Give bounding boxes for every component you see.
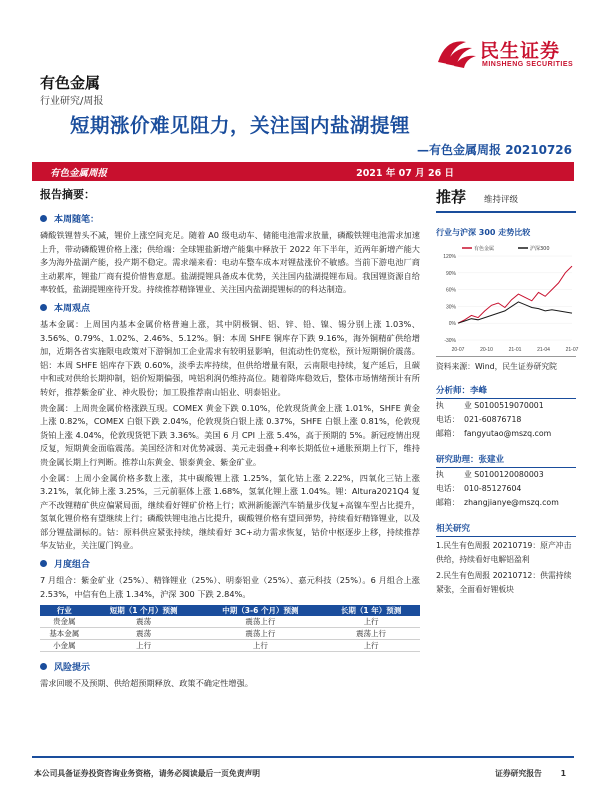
footer-report-label: 证券研究报告 [495, 769, 542, 778]
brand-name-cn: 民生证券 [480, 40, 561, 62]
table-row [40, 640, 420, 652]
brand-logo [436, 34, 584, 78]
series-line [458, 266, 572, 323]
paragraph: 小金属：上周小金属价格多数上涨，其中碳酸锂上涨 1.25%，氯化钴上涨 2.22%，四氧化三钴上涨 3.21%，氧化铈上涨 3.25%，三元前驱体上涨 1.68%，氢氧化锂上涨 1.04%。锂：Altura2021Q4 复产不改锂精矿供应偏紧局面，继续看好锂矿价格上行；欧洲新能源汽车销量步伐复+高镍车型占比提升，氢氧化锂价格有望继续上行；磷酸铁锂电池占比提升，碳酸锂价格有望回弹势，持续看好精锋锂业，以及部分锂盐湖标的。钴：原料供应紧张持续，继续看好 3C+动力需求恢复，钴价中枢逐步上移，持续推荐华友钴业，关注厦门钨业。 [40, 472, 420, 551]
paragraph: 磷酸铁锂替头不减，锂价上涨空间充足。随着 A0 级电动车、储能电池需求放量，磷酸铁锂电池需求加速上升，带动磷酸锂价格上涨；供给端：全球锂盐新增产能集中释放于 2022 年下半年，近两年新增产能大多为海外盐湖产能，投产期不稳定。需求端来看：电动车整车成本对锂盐涨价不敏感。当前下游电池厂商主动累库，锂盐厂商有提价惜售意愿。盐湖提锂具备成本优势，关注国内盐湖提锂布局。我国锂资源自给率较低，盐湖提锂座待开发。持续推荐精锋锂业、关注国内盐湖提锂标的的科达制造。 [40, 230, 420, 295]
table-cell: 上行 [89, 640, 199, 652]
bullet-icon [40, 663, 47, 670]
legend-label: 沪深300 [530, 246, 550, 252]
table-header: 长期（1 年）预测 [322, 605, 420, 616]
paragraph: 基本金属：上周国内基本金属价格普遍上涨，其中阴极铜、铝、锌、铅、镍、锡分别上涨 1.03%、3.56%、0.79%、1.02%、2.46%、5.12%。铜：本周 SHFE 铜库存下跌 9.16%，海外铜精矿供给增加，近期各省实施限电政策对下游铜加工企业需求有较明显影响，但流动性仍宽松，预计短期铜价震荡。铝：本周 SHFE 铝库存下跌 0.60%，淡季去库持续，但供给增量有限，云南限电持续，复产延后，且碳中和或对供给长期抑制，铝价短期偏强，吨铝利润仍维持高位。随着降库稳效后，整体市场情绪预计有所转好，推荐紫金矿业、神火股份；加工股推荐南山铝业、明泰铝业。 [40, 318, 420, 397]
bullet-icon [40, 304, 47, 311]
chart-title: 行业与沪深 300 走势比较 [436, 228, 531, 237]
table-cell: 震荡 [89, 616, 199, 628]
table-header: 行业 [40, 605, 89, 616]
table-cell: 小金属 [40, 640, 89, 652]
related-heading: 相关研究 [436, 522, 576, 537]
y-tick-label: 120% [443, 254, 456, 260]
header-band [32, 162, 574, 181]
related-link[interactable]: 1.民生有色周报 20210719：原产冲击供给，持续看好电解铝盈利 [436, 541, 572, 564]
y-tick-label: 30% [445, 304, 456, 311]
x-tick-label: 21-04 [537, 347, 550, 353]
table-header-row [40, 605, 420, 616]
section-heading [40, 557, 420, 570]
section-title: 本周观点 [54, 303, 91, 314]
y-tick-label: 0% [448, 321, 456, 328]
bullet-icon [40, 215, 47, 222]
band-label: 有色金属周报 [50, 168, 108, 179]
analyst-row [436, 496, 576, 510]
table-cell: 震荡 [89, 628, 199, 640]
analyst-row [436, 468, 576, 482]
table-cell: 上行 [199, 640, 323, 652]
table-cell: 贵金属 [40, 616, 89, 628]
analyst-row [436, 399, 576, 413]
paragraph: 7 月组合：紫金矿业（25%）、精锋锂业（25%）、明泰铝业（25%）、嘉元科技（25%）。6 月组合上涨 2.53%，中信有色上涨 1.34%，沪深 300 下跌 2.84%。 [40, 575, 420, 599]
row-value: 业 S0100120080003 [464, 470, 544, 479]
analyst-email[interactable]: zhangjianye@mszq.com [464, 498, 559, 507]
table-cell: 上行 [322, 640, 420, 652]
forecast-table [40, 605, 420, 652]
report-date: 2021 年 07 月 26 日 [356, 168, 454, 179]
rating-block [436, 186, 576, 213]
paragraph: 贵金属：上周贵金属价格涨跌互现。COMEX 黄金下跌 0.10%，伦敦现货黄金上涨 1.01%，SHFE 黄金上涨 0.82%，COMEX 白银下跌 2.04%，伦敦现货白银上涨 0.37%，SHFE 白银上涨 0.81%，伦敦现货铂上涨 4.04%，伦敦现货钯下跌 3.36%。美国 6 月 CPI 上涨 5.4%，高于预期的 5%。新冠疫情出现反复，短期黄金面临震荡。美国经济和对优势减弱、美元走弱叠+利率长期低位+通胀预期上行下，维持贵金属长期上行判断。推荐山东黄金、银泰黄金、紫金矿业。 [40, 402, 420, 467]
table-cell: 震荡上行 [322, 628, 420, 640]
y-tick-label: 60% [445, 287, 456, 294]
trend-chart [436, 242, 579, 354]
analyst-email[interactable]: fangyutao@mszq.com [464, 429, 552, 438]
row-key: 电话： [436, 415, 460, 424]
x-tick-label: 20-07 [451, 347, 465, 353]
table-cell: 震荡上行 [199, 628, 323, 640]
page-subtitle: —有色金属周报 20210726 [417, 143, 572, 157]
y-tick-label: -30% [444, 338, 456, 344]
row-key: 邮箱： [436, 498, 460, 507]
trend-chart-svg [436, 242, 579, 354]
section-heading [40, 212, 420, 225]
row-key: 邮箱： [436, 429, 460, 438]
row-value: 业 S0100519070001 [464, 401, 544, 410]
analyst-row [436, 482, 576, 496]
summary-column [40, 186, 420, 693]
page-number: 1 [560, 769, 566, 778]
analyst-row [436, 427, 576, 441]
risk-text: 需求回暖不及预期、供给超预期释放、政策不确定性增强。 [40, 678, 253, 689]
section-heading [40, 660, 420, 673]
brand-name-en: MINSHENG SECURITIES [482, 61, 574, 68]
table-cell: 上行 [322, 616, 420, 628]
rating-sub: 维持评级 [484, 195, 519, 205]
analyst-heading: 研究助理：张建业 [436, 453, 576, 468]
table-cell: 震荡上行 [199, 616, 323, 628]
x-tick-label: 20-10 [480, 347, 493, 353]
section-heading [40, 301, 420, 314]
chart-source: 资料来源：Wind，民生证券研究院 [436, 356, 576, 372]
footer-disclaimer: 本公司具备证券投资咨询业务资格，请务必阅读最后一页免责声明 [34, 769, 261, 778]
table-row [40, 628, 420, 640]
footer-divider [32, 756, 574, 758]
bullet-icon [40, 560, 47, 567]
report-category: 行业研究/周报 [40, 96, 104, 107]
row-value: 010-85127604 [464, 484, 522, 493]
y-tick-label: 90% [445, 270, 456, 277]
related-link[interactable]: 2.民生有色周报 20210712：供需持续紧张，全面看好锂板块 [436, 571, 572, 594]
footer-right [495, 768, 566, 779]
analyst-heading: 分析师：李峰 [436, 384, 576, 399]
x-tick-label: 21-01 [508, 347, 522, 353]
section-title: 风险提示 [54, 663, 91, 674]
sidebar [436, 186, 579, 597]
row-key: 电话： [436, 484, 460, 493]
series-line [458, 302, 572, 323]
row-key: 执 [436, 470, 444, 479]
table-cell: 基本金属 [40, 628, 89, 640]
minsheng-logo-icon [436, 34, 476, 70]
rating-label: 推荐 [436, 188, 467, 206]
row-value: 021-60876718 [464, 415, 522, 424]
x-tick-label: 21-07 [565, 347, 579, 353]
section-title: 本周随笔： [54, 215, 100, 225]
table-header: 短期（1 个月）预测 [89, 605, 199, 616]
summary-heading: 报告摘要： [40, 188, 95, 201]
table-header: 中期（3-6 个月）预测 [199, 605, 323, 616]
industry-label: 有色金属 [40, 74, 101, 92]
analyst-row [436, 413, 576, 427]
legend-label: 有色金属 [474, 246, 495, 252]
page-title: 短期涨价难见阻力，关注国内盐湖提锂 [70, 114, 411, 137]
table-row [40, 616, 420, 628]
section-title: 月度组合 [54, 560, 91, 571]
row-key: 执 [436, 401, 444, 410]
